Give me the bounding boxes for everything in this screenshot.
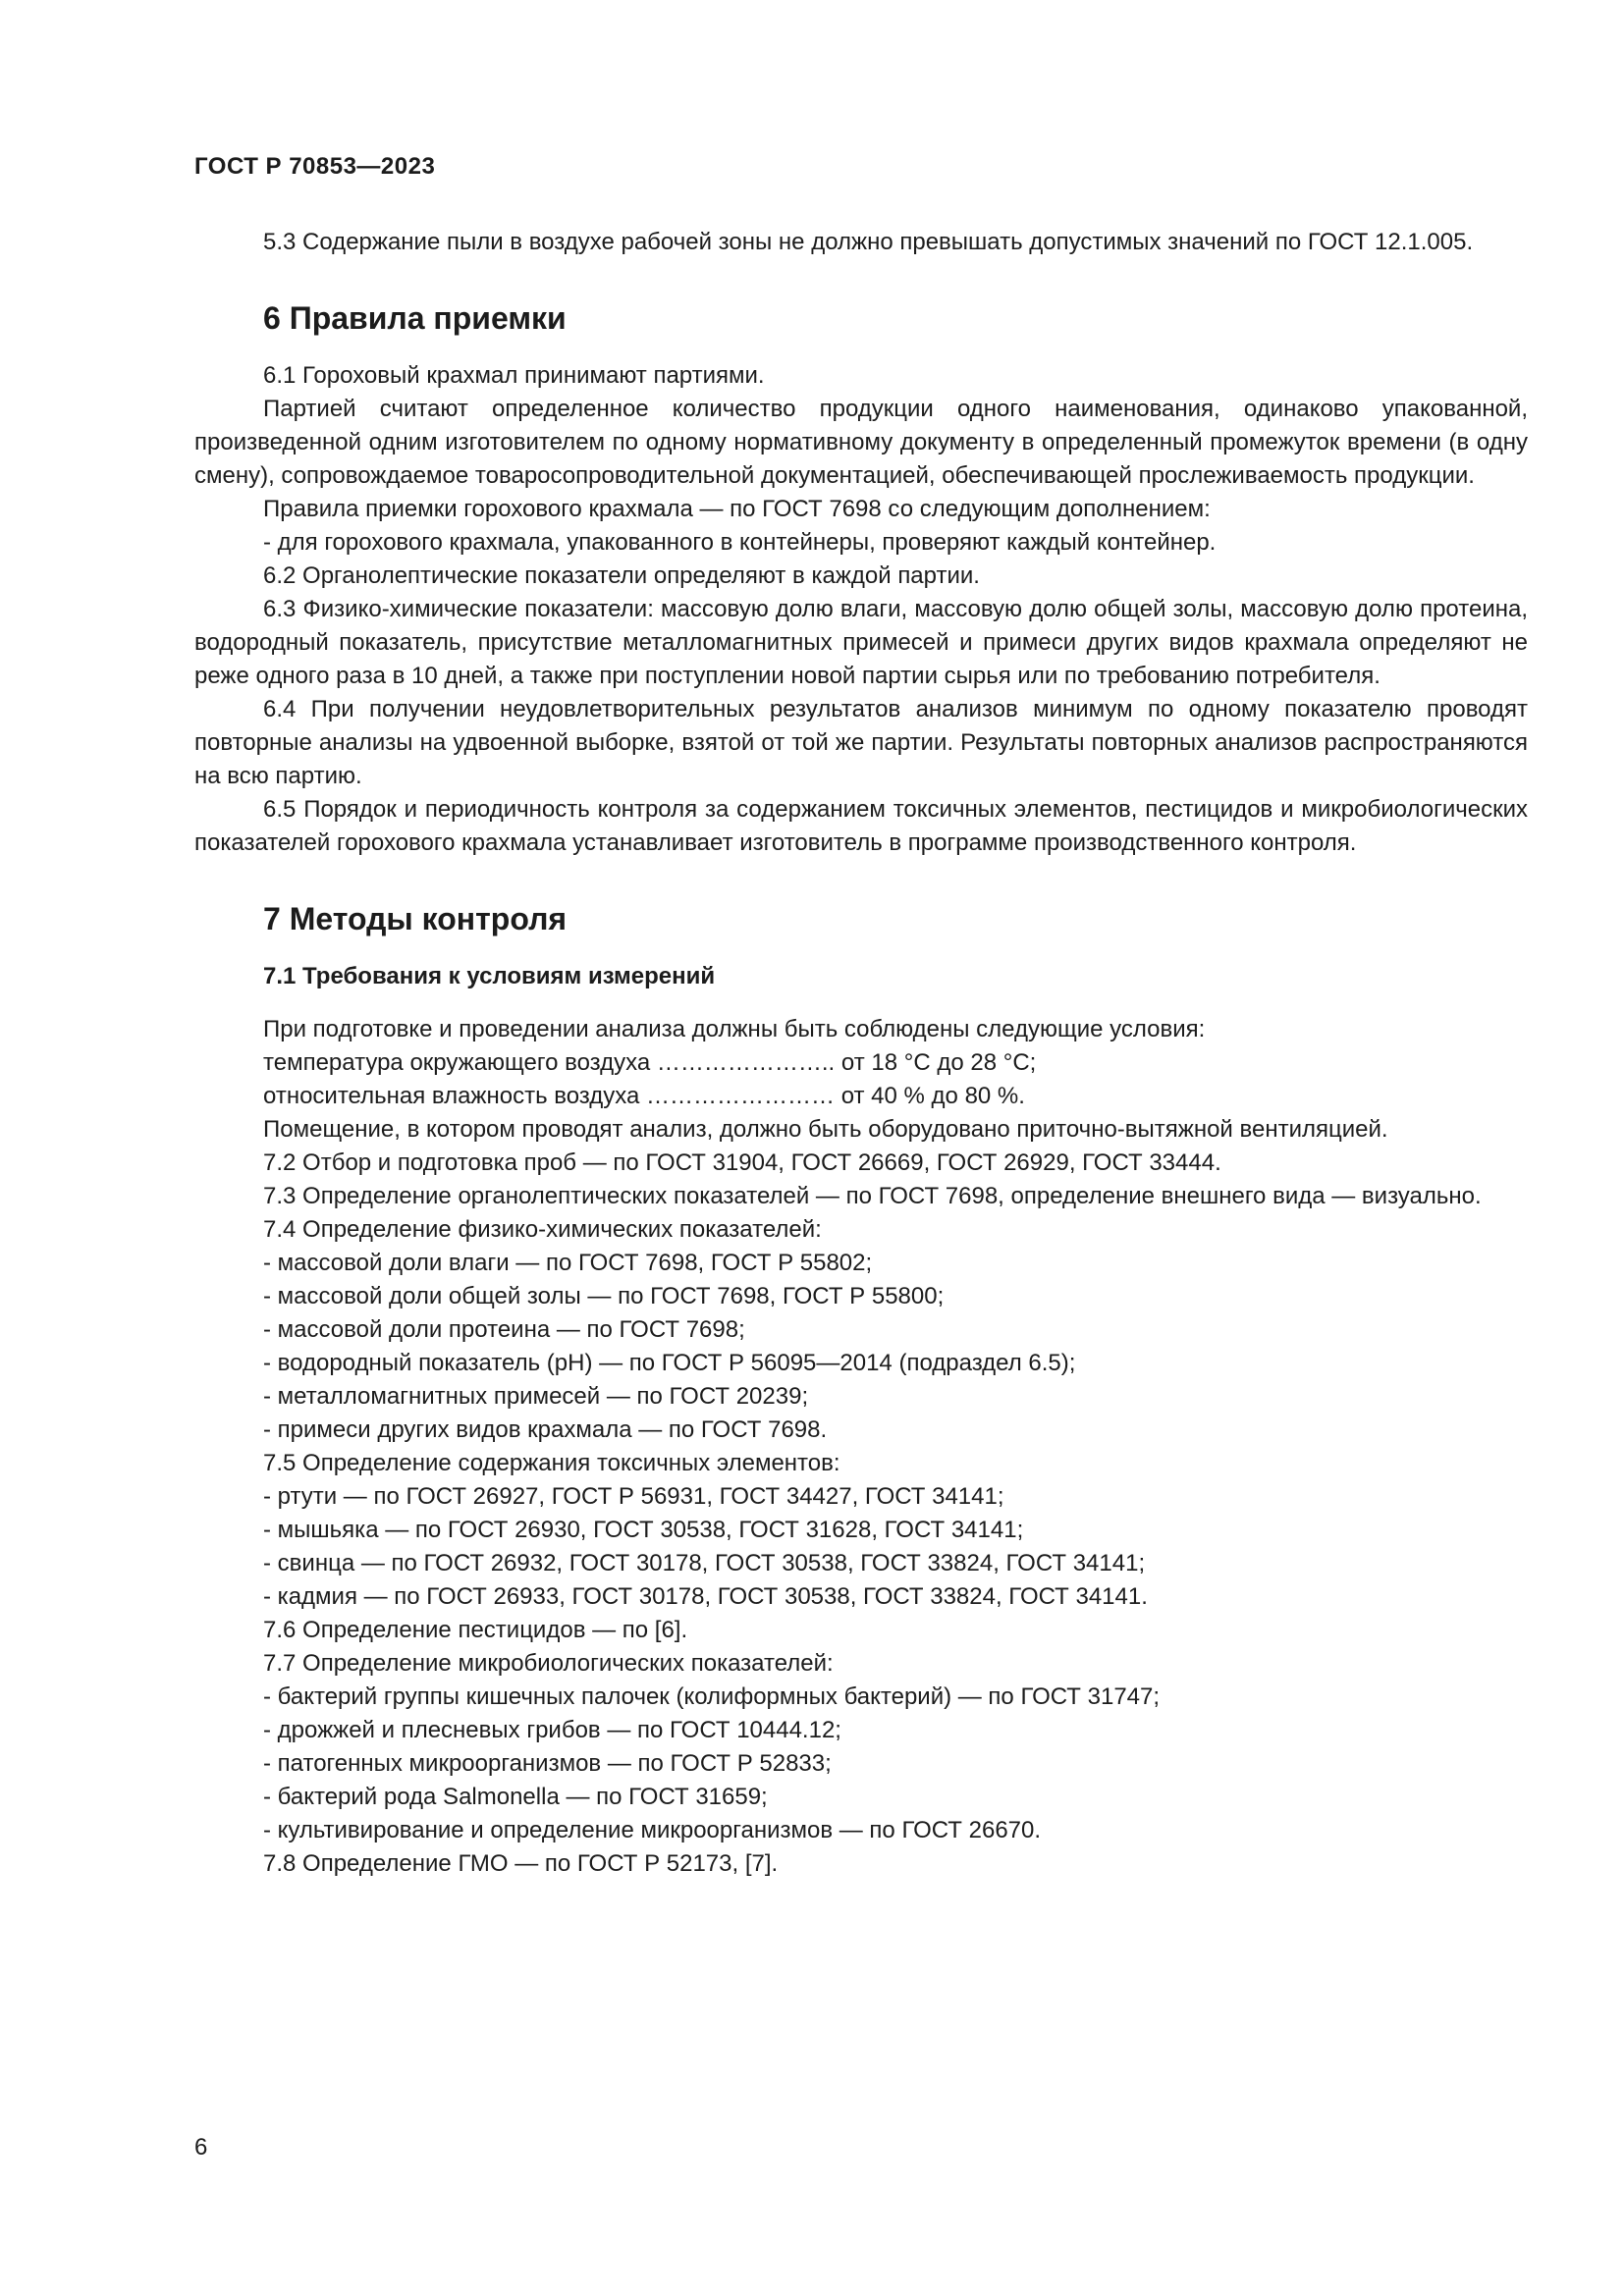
list-item: - кадмия — по ГОСТ 26933, ГОСТ 30178, ГОСТ 30538, ГОСТ 33824, ГОСТ 34141. bbox=[263, 1583, 1148, 1610]
paragraph-conditions: При подготовке и проведении анализа должны быть соблюдены следующие условия: bbox=[263, 1016, 1206, 1042]
paragraph-6-5: 6.5 Порядок и периодичность контроля за содержанием токсичных элементов, пестицидов и микробиологических показателей горохового крахмала устанавливает изготовитель в программе производственного контроля. bbox=[194, 796, 1528, 856]
list-item: - массовой доли влаги — по ГОСТ 7698, ГОСТ Р 55802; bbox=[263, 1250, 873, 1276]
paragraph-6-2: 6.2 Органолептические показатели определяют в каждой партии. bbox=[263, 562, 980, 589]
paragraph-party-definition: Партией считают определенное количество продукции одного наименования, одинаково упакованной, произведенной одним изготовителем по одному нормативному документу в определенный промежуток времени (в одну смену), сопровождаемое товаросопроводительной документацией, обеспечивающей прослеживаемость продукции. bbox=[194, 396, 1528, 489]
paragraph-room-ventilation: Помещение, в котором проводят анализ, должно быть оборудовано приточно-вытяжной вентиляцией. bbox=[263, 1116, 1388, 1143]
list-item: - массовой доли протеина — по ГОСТ 7698; bbox=[263, 1316, 745, 1343]
page-content bbox=[194, 226, 1528, 1881]
paragraph-6-1: 6.1 Гороховый крахмал принимают партиями. bbox=[263, 362, 765, 389]
condition-temperature: температура окружающего воздуха ………………….. от 18 °С до 28 °С; bbox=[263, 1049, 1037, 1076]
condition-humidity: относительная влажность воздуха …………………… от 40 % до 80 %. bbox=[263, 1083, 1025, 1109]
list-item: - бактерий группы кишечных палочек (колиформных бактерий) — по ГОСТ 31747; bbox=[263, 1683, 1161, 1710]
list-item: - свинца — по ГОСТ 26932, ГОСТ 30178, ГОСТ 30538, ГОСТ 33824, ГОСТ 34141; bbox=[263, 1550, 1146, 1576]
list-item: - массовой доли общей золы — по ГОСТ 7698, ГОСТ Р 55800; bbox=[263, 1283, 945, 1309]
page-number: 6 bbox=[194, 2134, 208, 2161]
paragraph-7-4: 7.4 Определение физико-химических показателей: bbox=[263, 1216, 822, 1243]
paragraph-6-3: 6.3 Физико-химические показатели: массовую долю влаги, массовую долю общей золы, массовую долю протеина, водородный показатель, присутствие металломагнитных примесей и примеси других видов крахмала определяют не реже одного раза в 10 дней, а также при поступлении новой партии сырья или по требованию потребителя. bbox=[194, 596, 1528, 689]
list-item: - дрожжей и плесневых грибов — по ГОСТ 10444.12; bbox=[263, 1717, 841, 1743]
paragraph-7-2: 7.2 Отбор и подготовка проб — по ГОСТ 31904, ГОСТ 26669, ГОСТ 26929, ГОСТ 33444. bbox=[263, 1149, 1221, 1176]
list-item: - мышьяка — по ГОСТ 26930, ГОСТ 30538, ГОСТ 31628, ГОСТ 34141; bbox=[263, 1517, 1024, 1543]
section-6-title: 6 Правила приемки bbox=[263, 300, 567, 336]
paragraph-7-5: 7.5 Определение содержания токсичных элементов: bbox=[263, 1450, 840, 1476]
paragraph-7-3: 7.3 Определение органолептических показателей — по ГОСТ 7698, определение внешнего вида — визуально. bbox=[263, 1183, 1482, 1209]
paragraph-7-7: 7.7 Определение микробиологических показателей: bbox=[263, 1650, 834, 1677]
paragraph-containers: - для горохового крахмала, упакованного в контейнеры, проверяют каждый контейнер. bbox=[263, 529, 1217, 556]
section-7-title: 7 Методы контроля bbox=[263, 901, 568, 936]
list-item: - металломагнитных примесей — по ГОСТ 20239; bbox=[263, 1383, 809, 1410]
list-item: - патогенных микроорганизмов — по ГОСТ Р 52833; bbox=[263, 1750, 832, 1777]
paragraph-acceptance-rules: Правила приемки горохового крахмала — по ГОСТ 7698 со следующим дополнением: bbox=[263, 496, 1211, 522]
paragraph-7-8: 7.8 Определение ГМО — по ГОСТ Р 52173, [7]. bbox=[263, 1850, 779, 1877]
document-header: ГОСТ Р 70853—2023 bbox=[194, 153, 436, 180]
paragraph-6-4: 6.4 При получении неудовлетворительных результатов анализов минимум по одному показателю проводят повторные анализы на удвоенной выборке, взятой от той же партии. Результаты повторных анализов распространяются на всю партию. bbox=[194, 696, 1528, 789]
list-item: - бактерий рода Salmonella — по ГОСТ 31659; bbox=[263, 1784, 768, 1810]
list-item: - водородный показатель (pH) — по ГОСТ Р 56095—2014 (подраздел 6.5); bbox=[263, 1350, 1076, 1376]
list-item: - культивирование и определение микроорганизмов — по ГОСТ 26670. bbox=[263, 1817, 1042, 1843]
list-item: - ртути — по ГОСТ 26927, ГОСТ Р 56931, ГОСТ 34427, ГОСТ 34141; bbox=[263, 1483, 1004, 1510]
paragraph-5-3: 5.3 Содержание пыли в воздухе рабочей зоны не должно превышать допустимых значений по ГОСТ 12.1.005. bbox=[263, 229, 1474, 255]
subsection-7-1-title: 7.1 Требования к условиям измерений bbox=[263, 963, 716, 989]
list-item: - примеси других видов крахмала — по ГОСТ 7698. bbox=[263, 1416, 828, 1443]
paragraph-7-6: 7.6 Определение пестицидов — по [6]. bbox=[263, 1617, 688, 1643]
